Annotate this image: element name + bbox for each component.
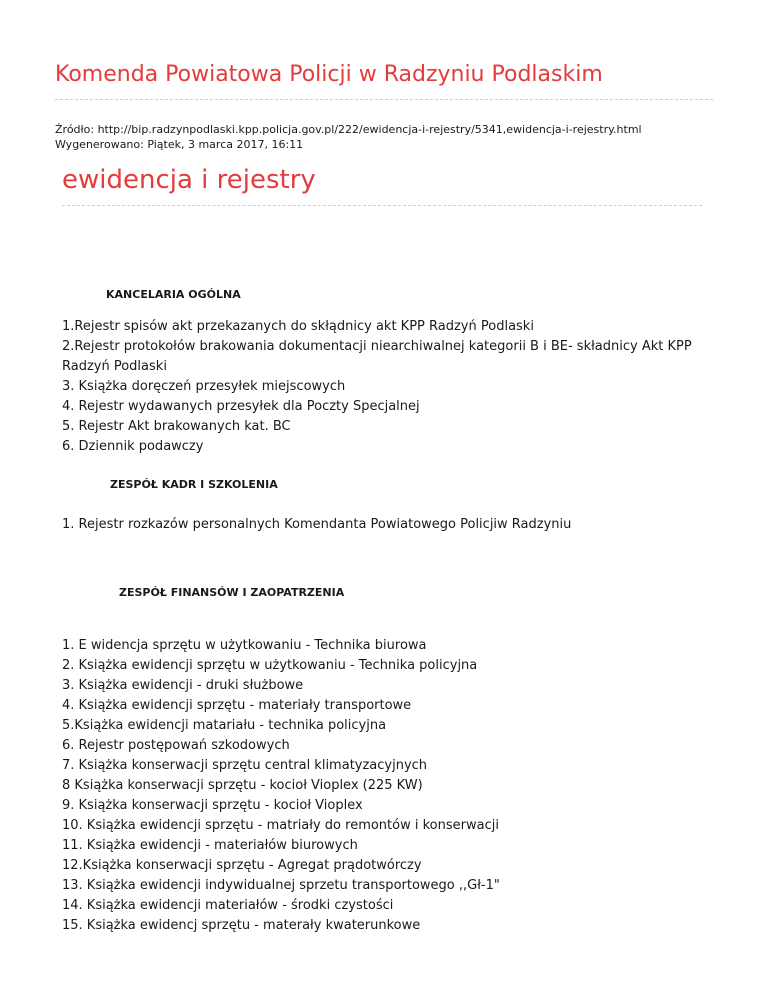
list-item: 4. Rejestr wydawanych przesyłek dla Poczty Specjalnej	[62, 399, 420, 414]
list-item: 2.Rejestr protokołów brakowania dokumentacji niearchiwalnej kategorii B i BE- składnicy Akt KPP Radzyń Podlaski	[62, 339, 692, 374]
generated-date: Wygenerowano: Piątek, 3 marca 2017, 16:11	[55, 138, 304, 151]
list-item: 7. Książka konserwacji sprzętu central klimatyzacyjnych	[62, 758, 428, 773]
list-item: 15. Książka ewidencj sprzętu - materały kwaterunkowe	[62, 918, 421, 933]
list-item: 14. Książka ewidencji materiałów - środki czystości	[62, 898, 394, 913]
list-item: 6. Rejestr postępowań szkodowych	[62, 738, 290, 753]
source-meta	[55, 122, 642, 152]
header-divider	[55, 99, 713, 100]
list-item: 3. Książka doręczeń przesyłek miejscowych	[62, 379, 346, 394]
list-item: 1. E widencja sprzętu w użytkowaniu - Technika biurowa	[62, 638, 427, 653]
list-item: 1. Rejestr rozkazów personalnych Komendanta Powiatowego Policjiw Radzyniu	[62, 517, 572, 532]
section-heading-kancelaria: KANCELARIA OGÓLNA	[106, 288, 241, 301]
list-item: 5.Książka ewidencji matariału - technika policyjna	[62, 718, 387, 733]
source-url: Źródło: http://bip.radzynpodlaski.kpp.policja.gov.pl/222/ewidencja-i-rejestry/5341,ewidencja-i-rejestry.html	[55, 123, 642, 136]
list-item: 2. Książka ewidencji sprzętu w użytkowaniu - Technika policyjna	[62, 658, 478, 673]
title-divider	[62, 205, 702, 206]
list-item: 13. Książka ewidencji indywidualnej sprzetu transportowego ,,Gł-1"	[62, 878, 500, 893]
section-list-kancelaria	[62, 317, 702, 457]
section-heading-finanse: ZESPÓŁ FINANSÓW I ZAOPATRZENIA	[119, 586, 345, 599]
list-item: 11. Książka ewidencji - materiałów biurowych	[62, 838, 358, 853]
section-list-kadry	[62, 515, 702, 535]
section-heading-kadry: ZESPÓŁ KADR I SZKOLENIA	[110, 478, 278, 491]
list-item: 6. Dziennik podawczy	[62, 439, 204, 454]
list-item: 4. Książka ewidencji sprzętu - materiały transportowe	[62, 698, 412, 713]
page-title: ewidencja i rejestry	[62, 165, 316, 195]
list-item: 1.Rejestr spisów akt przekazanych do skłądnicy akt KPP Radzyń Podlaski	[62, 319, 534, 334]
list-item: 12.Książka konserwacji sprzętu - Agregat prądotwórczy	[62, 858, 422, 873]
site-title: Komenda Powiatowa Policji w Radzyniu Podlaskim	[55, 62, 603, 87]
list-item: 5. Rejestr Akt brakowanych kat. BC	[62, 419, 291, 434]
list-item: 10. Książka ewidencji sprzętu - matriały do remontów i konserwacji	[62, 818, 499, 833]
list-item: 9. Książka konserwacji sprzętu - kocioł Vioplex	[62, 798, 363, 813]
list-item: 3. Książka ewidencji - druki służbowe	[62, 678, 304, 693]
list-item: 8 Książka konserwacji sprzętu - kocioł Vioplex (225 KW)	[62, 778, 423, 793]
section-list-finanse	[62, 636, 702, 936]
